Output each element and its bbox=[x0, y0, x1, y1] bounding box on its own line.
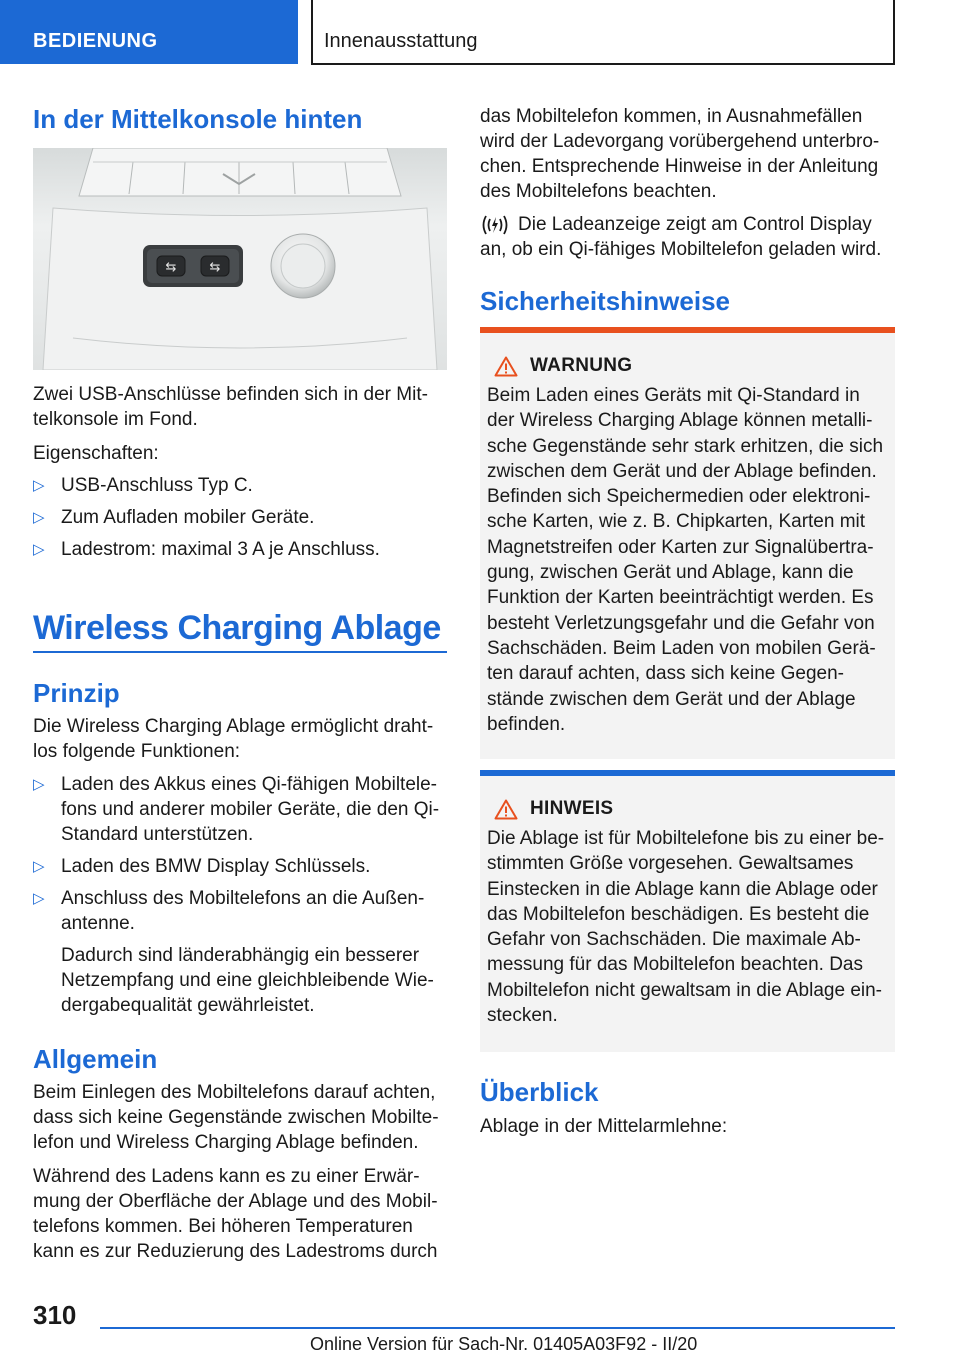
list-item bbox=[33, 473, 447, 498]
triangle-bullet-icon: ▷ bbox=[33, 776, 45, 793]
text-line: Die Wireless Charging Ablage ermöglicht draht- bbox=[33, 716, 434, 737]
triangle-bullet-icon: ▷ bbox=[33, 890, 45, 907]
text-line: wird der Ladevorgang vorübergehend unterbro- bbox=[480, 131, 880, 152]
text-line: der Wireless Charging Ablage können metalli- bbox=[487, 410, 873, 432]
properties-label: Eigenschaften: bbox=[33, 443, 159, 464]
text-line: dass sich keine Gegenstände zwischen Mobilte- bbox=[33, 1107, 439, 1128]
text-line: zwischen dem Gerät und der Ablage befinden. bbox=[487, 460, 877, 482]
text-line: Die Ablage ist für Mobiltelefone bis zu einer be- bbox=[487, 828, 885, 849]
properties-list bbox=[33, 473, 447, 562]
list-item-note bbox=[33, 943, 447, 1018]
heading-rear-console: In der Mittelkonsole hinten bbox=[33, 104, 363, 134]
text-line bbox=[480, 212, 895, 237]
list-item-text: Netzempfang und eine gleichbleibende Wie- bbox=[61, 970, 434, 991]
list-item-text: dergabequalität gewährleistet. bbox=[61, 995, 315, 1016]
text-line: Einstecken in die Ablage kann die Ablage oder bbox=[487, 878, 878, 900]
text-line: Beim Laden eines Geräts mit Qi-Standard in bbox=[487, 385, 860, 406]
text-line: Magnetstreifen oder Karten zur Signalübertra- bbox=[487, 536, 874, 558]
text-line: chen. Entsprechende Hinweise in der Anleitung bbox=[480, 156, 879, 177]
continued-paragraph bbox=[480, 104, 895, 204]
list-item bbox=[33, 537, 447, 562]
text-line: Funktion der Karten beeinträchtigt werden. Es bbox=[487, 587, 874, 609]
text-line: an, ob ein Qi-fähiges Mobiltelefon geladen wird. bbox=[480, 239, 882, 260]
page-number: 310 bbox=[33, 1300, 77, 1330]
triangle-bullet-icon: ▷ bbox=[33, 858, 45, 875]
text-line: kann es zur Reduzierung des Ladestroms durch bbox=[33, 1241, 438, 1262]
list-item bbox=[33, 772, 447, 847]
list-item-text: Dadurch sind länderabhängig ein besserer bbox=[61, 945, 420, 966]
functions-list bbox=[33, 772, 447, 1018]
warning-label: WARNUNG bbox=[530, 355, 633, 376]
heading-principle: Prinzip bbox=[33, 678, 120, 708]
header-underline bbox=[311, 63, 895, 65]
notice-box bbox=[480, 770, 895, 1052]
notice-text bbox=[480, 820, 895, 1028]
text-line: gung, zwischen Gerät und Ablage, kann die bbox=[487, 562, 854, 584]
text-line: sche Gegenstände sehr stark erhitzen, die sich bbox=[487, 435, 884, 457]
text-line: telefons kommen. Bei höheren Temperaturen bbox=[33, 1216, 413, 1237]
display-text: Die Ladeanzeige zeigt am Control Display bbox=[518, 214, 872, 235]
usb-description bbox=[33, 382, 447, 432]
text-line: das Mobiltelefon kommen, in Ausnahmefällen bbox=[480, 106, 863, 127]
text-line: Beim Einlegen des Mobiltelefons darauf achten, bbox=[33, 1082, 436, 1103]
list-item-text: fons und anderer mobiler Geräte, die den Qi- bbox=[61, 799, 440, 820]
heading-overview: Überblick bbox=[480, 1077, 599, 1107]
text-line: ten darauf achten, dass sich keine Gegen- bbox=[487, 663, 845, 685]
general-paragraph-1 bbox=[33, 1080, 447, 1155]
svg-text:⇆: ⇆ bbox=[209, 260, 221, 275]
text-line: des Mobiltelefons beachten. bbox=[480, 181, 717, 202]
header-divider-right bbox=[893, 0, 895, 64]
triangle-bullet-icon: ▷ bbox=[33, 541, 45, 558]
list-item-text: Ladestrom: maximal 3 A je Anschluss. bbox=[61, 539, 380, 560]
usb-console-illustration bbox=[33, 148, 447, 370]
text-line: besteht Verletzungsgefahr und die Gefahr von bbox=[487, 612, 875, 634]
text-line: telkonsole im Fond. bbox=[33, 409, 198, 430]
heading-general: Allgemein bbox=[33, 1044, 158, 1074]
text-line: das Mobiltelefon beschädigen. Es besteht die bbox=[487, 903, 870, 925]
list-item-text: Zum Aufladen mobiler Geräte. bbox=[61, 507, 315, 528]
warning-box bbox=[480, 327, 895, 759]
usb-ports-photo bbox=[33, 148, 447, 370]
text-line: Zwei USB-Anschlüsse befinden sich in der Mit- bbox=[33, 384, 428, 405]
text-line: messung für das Mobiltelefon beachten. Das bbox=[487, 954, 863, 976]
text-line: Befinden sich Speichermedien oder elektroni- bbox=[487, 486, 871, 508]
list-item bbox=[33, 854, 447, 879]
text-line: befinden. bbox=[487, 713, 566, 735]
text-line: Während des Ladens kann es zu einer Erwär- bbox=[33, 1166, 420, 1187]
triangle-bullet-icon: ▷ bbox=[33, 509, 45, 526]
header-divider-left bbox=[311, 0, 313, 64]
notice-header bbox=[480, 776, 895, 820]
notice-label: HINWEIS bbox=[530, 798, 614, 819]
text-line: stände zwischen dem Gerät und der Ablage bbox=[487, 688, 856, 710]
list-item-text: antenne. bbox=[61, 913, 135, 934]
list-item bbox=[33, 505, 447, 530]
text-line: lefon und Wireless Charging Ablage befinden. bbox=[33, 1132, 419, 1153]
warning-header bbox=[480, 333, 895, 377]
principle-text bbox=[33, 714, 447, 764]
text-line: stimmten Größe vorgesehen. Gewaltsames bbox=[487, 853, 854, 875]
warning-text bbox=[480, 377, 895, 737]
list-item-text: USB-Anschluss Typ C. bbox=[61, 475, 253, 496]
main-heading-underline bbox=[33, 651, 447, 653]
footer-online-version: Online Version für Sach-Nr. 01405A03F92 - II/20 bbox=[310, 1334, 698, 1354]
text-line: Gefahr von Sachschäden. Die maximale Ab- bbox=[487, 929, 861, 951]
section-tab: BEDIENUNG bbox=[0, 0, 298, 64]
general-paragraph-2 bbox=[33, 1164, 447, 1264]
text-line: los folgende Funktionen: bbox=[33, 741, 241, 762]
text-line: sche Karten, wie z. B. Chipkarten, Karten mit bbox=[487, 511, 866, 533]
text-line: mung der Oberfläche der Ablage und des Mobil- bbox=[33, 1191, 438, 1212]
display-paragraph bbox=[480, 212, 895, 262]
text-line: Mobiltelefon nicht gewaltsam in die Ablage ein- bbox=[487, 979, 883, 1001]
main-heading: Wireless Charging Ablage bbox=[33, 609, 441, 647]
list-item-text: Anschluss des Mobiltelefons an die Außen- bbox=[61, 888, 425, 909]
footer-rule bbox=[100, 1327, 895, 1329]
overview-text: Ablage in der Mittelarmlehne: bbox=[480, 1116, 728, 1137]
text-line: Sachschäden. Beim Laden von mobilen Gerä- bbox=[487, 637, 876, 659]
svg-text:⇆: ⇆ bbox=[165, 260, 177, 275]
list-item-text: Laden des Akkus eines Qi-fähigen Mobiltele- bbox=[61, 774, 438, 795]
list-item-text: Laden des BMW Display Schlüssels. bbox=[61, 856, 371, 877]
wireless-charging-icon bbox=[480, 213, 510, 237]
warning-triangle-icon bbox=[494, 356, 518, 377]
list-item bbox=[33, 886, 447, 936]
list-item-text: Standard unterstützen. bbox=[61, 824, 254, 845]
text-line: stecken. bbox=[487, 1005, 558, 1027]
heading-safety: Sicherheitshinweise bbox=[480, 286, 730, 316]
triangle-bullet-icon: ▷ bbox=[33, 477, 45, 494]
chapter-title: Innenausstattung bbox=[324, 30, 478, 52]
notice-triangle-icon bbox=[494, 799, 518, 820]
